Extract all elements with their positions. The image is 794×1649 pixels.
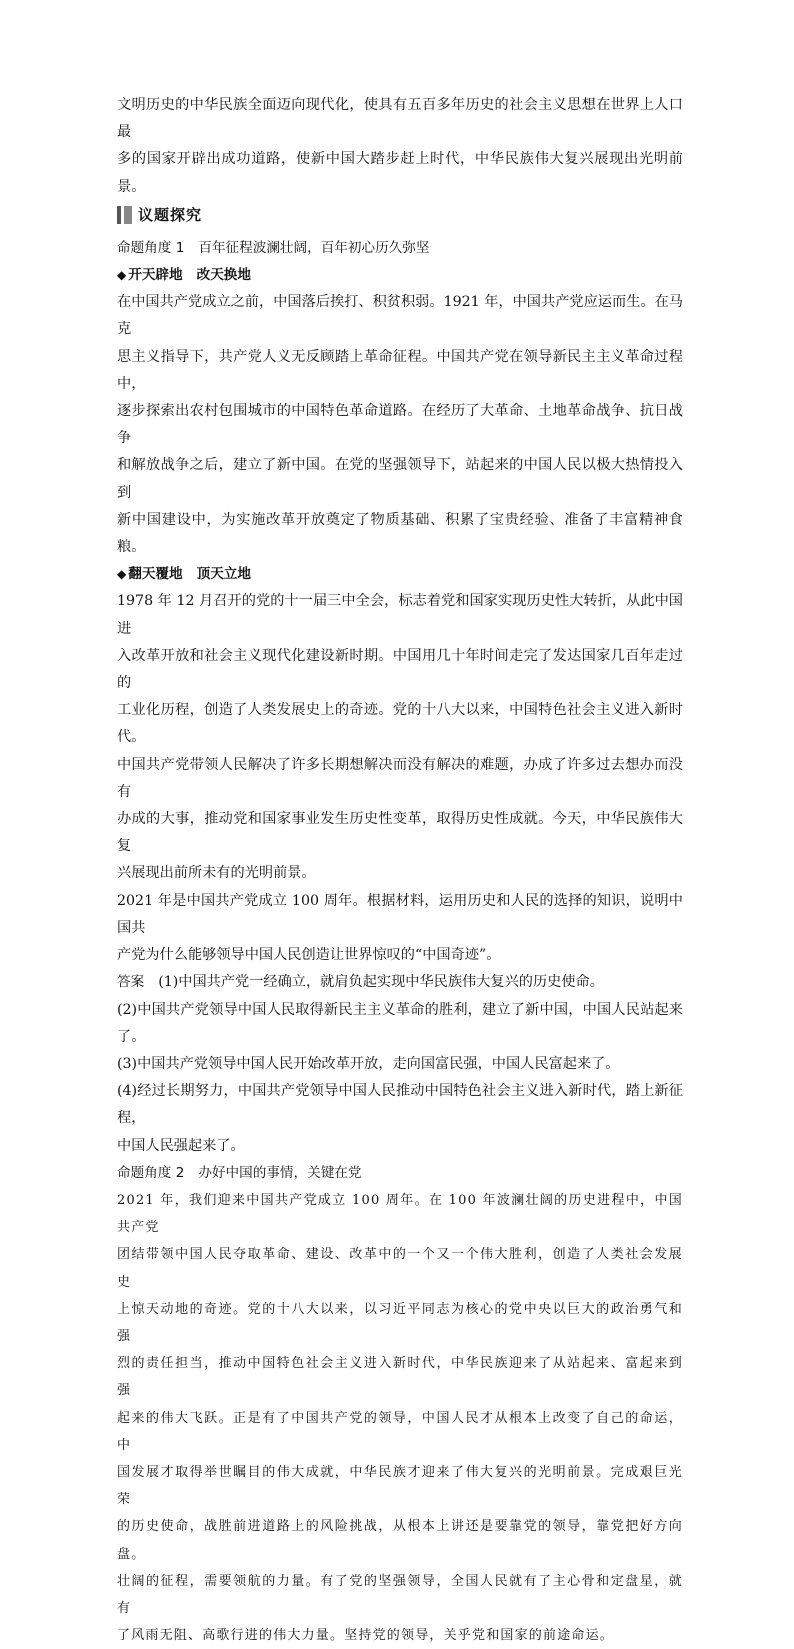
para-3-line-7: 的历史使命，战胜前进道路上的风险挑战，从根本上讲还是要靠党的领导，靠党把好方向盘。 [117, 1519, 683, 1562]
answer-item-3: (3)中国共产党领导中国人民开始改革开放，走向国富民强，中国人民富起来了。 [117, 1055, 620, 1072]
subheading-2-title: 翻天覆地 [128, 566, 183, 583]
angle-2-heading [117, 1160, 683, 1187]
angle-2-label: 命题角度 2 [117, 1164, 185, 1181]
answer-line-1 [117, 969, 683, 996]
para-3-line-5: 起来的伟大飞跃。正是有了中国共产党的领导，中国人民才从根本上改变了自己的命运，中 [117, 1410, 683, 1453]
subheading-1 [117, 262, 683, 289]
para-3-line-3: 上惊天动地的奇迹。党的十八大以来，以习近平同志为核心的党中央以巨大的政治勇气和强 [117, 1301, 683, 1344]
para-1-line-1: 在中国共产党成立之前，中国落后挨打、积贫积弱。1921 年，中国共产党应运而生。在马克 [117, 294, 683, 338]
answer-item-2: (2)中国共产党领导中国人民取得新民主主义革命的胜利，建立了新中国，中国人民站起来了。 [117, 1001, 683, 1045]
section-marker-icon [117, 206, 132, 224]
subheading-2 [117, 561, 683, 588]
para-2-line-5: 办成的大事，推动党和国家事业发生历史性变革，取得历史性成就。今天，中华民族伟大复 [117, 811, 683, 855]
angle-1-heading [117, 235, 683, 262]
para-1-line-3: 逐步探索出农村包围城市的中国特色革命道路。在经历了大革命、土地革命战争、抗日战争 [117, 403, 683, 447]
para-2-line-2: 入改革开放和社会主义现代化建设新时期。中国用几十年时间走完了发达国家几百年走过的 [117, 647, 683, 692]
section-header [117, 203, 683, 227]
answer-item-4-cont: 中国人民强起来了。 [117, 1137, 245, 1154]
para-3-line-4: 烈的责任担当，推动中国特色社会主义进入新时代，中华民族迎来了从站起来、富起来到强 [117, 1356, 683, 1399]
para-2-line-4: 中国共产党带领人民解决了许多长期想解决而没有解决的难题，办成了许多过去想办而没有 [117, 756, 683, 800]
para-3-line-2: 团结带领中国人民夺取革命、建设、改革中的一个又一个伟大胜利，创造了人类社会发展史 [117, 1247, 683, 1290]
intro-line-2: 多的国家开辟出成功道路，使新中国大踏步赶上时代，中华民族伟大复兴展现出光明前景。 [117, 151, 683, 195]
document-page [117, 92, 683, 1649]
angle-2-title: 办好中国的事情，关键在党 [198, 1164, 362, 1181]
para-1-line-4: 和解放战争之后，建立了新中国。在党的坚强领导下，站起来的中国人民以极大热情投入到 [117, 457, 683, 501]
para-1-line-5: 新中国建设中，为实施改革开放奠定了物质基础、积累了宝贵经验、准备了丰富精神食粮。 [117, 511, 683, 556]
question-line-1: 2021 年是中国共产党成立 100 周年。根据材料，运用历史和人民的选择的知识，说明中国共 [117, 892, 683, 936]
diamond-icon: ◆ [117, 268, 127, 283]
subheading-2-title2: 顶天立地 [196, 566, 251, 583]
angle-1-title: 百年征程波澜壮阔，百年初心历久弥坚 [198, 239, 430, 256]
question-line-2: 产党为什么能够领导中国人民创造让世界惊叹的“中国奇迹”。 [117, 947, 501, 964]
para-3-line-6: 国发展才取得举世瞩目的伟大成就，中华民族才迎来了伟大复兴的光明前景。完成艰巨光荣 [117, 1464, 683, 1508]
answer-item-1: (1)中国共产党一经确立，就肩负起实现中华民族伟大复兴的历史使命。 [158, 974, 604, 991]
para-3-line-8: 壮阔的征程，需要领航的力量。有了党的坚强领导，全国人民就有了主心骨和定盘星，就有 [117, 1573, 683, 1616]
intro-line-1: 文明历史的中华民族全面迈向现代化，使具有五百多年历史的社会主义思想在世界上人口最 [117, 97, 683, 141]
subheading-1-title2: 改天换地 [196, 267, 251, 284]
para-3-line-9: 了风雨无阻、高歌行进的伟大力量。坚持党的领导，关乎党和国家的前途命运。 [117, 1628, 615, 1644]
para-1-line-2: 思主义指导下，共产党人义无反顾踏上革命征程。中国共产党在领导新民主主义革命过程中， [117, 348, 683, 392]
subheading-1-title: 开天辟地 [128, 267, 183, 284]
diamond-icon: ◆ [117, 567, 127, 582]
para-2-line-1: 1978 年 12 月召开的党的十一届三中全会，标志着党和国家实现历史性大转折，从此中国进 [117, 593, 683, 637]
angle-1-label: 命题角度 1 [117, 239, 185, 256]
para-2-line-3: 工业化历程，创造了人类发展史上的奇迹。党的十八大以来，中国特色社会主义进入新时代。 [117, 702, 683, 746]
answer-label: 答案 [117, 974, 145, 991]
para-2-line-6: 兴展现出前所未有的光明前景。 [117, 865, 316, 882]
para-3-line-1: 2021 年，我们迎来中国共产党成立 100 周年。在 100 年波澜壮阔的历史进程中，中国共产党 [117, 1192, 683, 1236]
answer-item-4: (4)经过长期努力，中国共产党领导中国人民推动中国特色社会主义进入新时代，踏上新征程， [117, 1083, 683, 1127]
section-title: 议题探究 [138, 206, 203, 225]
